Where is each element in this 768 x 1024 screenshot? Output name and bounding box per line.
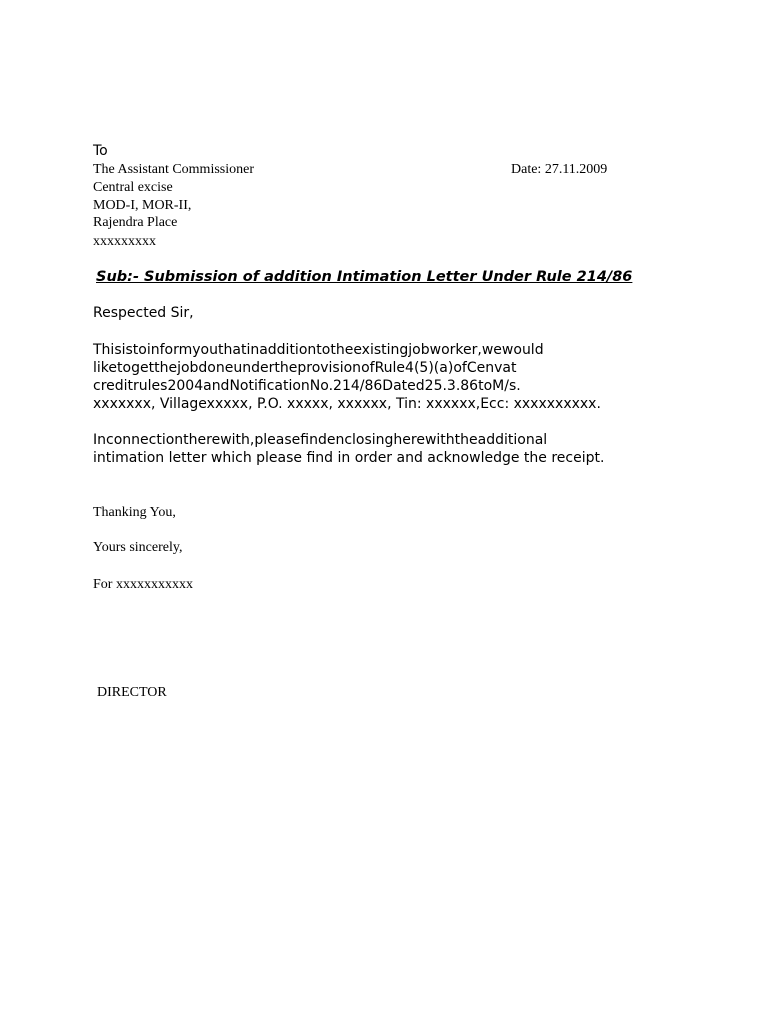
paragraph-1-line: liketogetthejobdoneundertheprovisionofRule4(5)(a)ofCenvat <box>93 360 517 376</box>
closing-for: For xxxxxxxxxxx <box>93 577 193 592</box>
letter-subject: Sub:- Submission of addition Intimation Letter Under Rule 214/86 <box>96 269 633 285</box>
paragraph-1-line: xxxxxxx, Villagexxxxx, P.O. xxxxx, xxxxxx, Tin: xxxxxx,Ecc: xxxxxxxxxx. <box>93 396 601 412</box>
letter-date: Date: 27.11.2009 <box>511 162 608 177</box>
paragraph-1-line: creditrules2004andNotificationNo.214/86Dated25.3.86toM/s. <box>93 378 521 394</box>
recipient-line-2: Central excise <box>93 180 173 195</box>
paragraph-2-line: Inconnectiontherewith,pleasefindenclosingherewiththeadditional <box>93 432 548 448</box>
to-label: To <box>93 143 108 159</box>
closing-sincerely: Yours sincerely, <box>93 540 183 555</box>
recipient-line-1: The Assistant Commissioner <box>93 162 254 177</box>
recipient-line-4: Rajendra Place <box>93 215 178 230</box>
recipient-line-3: MOD-I, MOR-II, <box>93 198 192 213</box>
body-paragraph-1 <box>93 341 675 413</box>
recipient-line-5: xxxxxxxxx <box>93 234 156 249</box>
paragraph-1-line: Thisistoinformyouthatinadditiontotheexistingjobworker,wewould <box>93 342 544 358</box>
body-paragraph-2 <box>93 431 675 467</box>
signatory-title: DIRECTOR <box>97 685 167 700</box>
closing-thanks: Thanking You, <box>93 505 176 520</box>
salutation: Respected Sir, <box>93 305 194 321</box>
paragraph-2-line: intimation letter which please find in order and acknowledge the receipt. <box>93 450 605 466</box>
